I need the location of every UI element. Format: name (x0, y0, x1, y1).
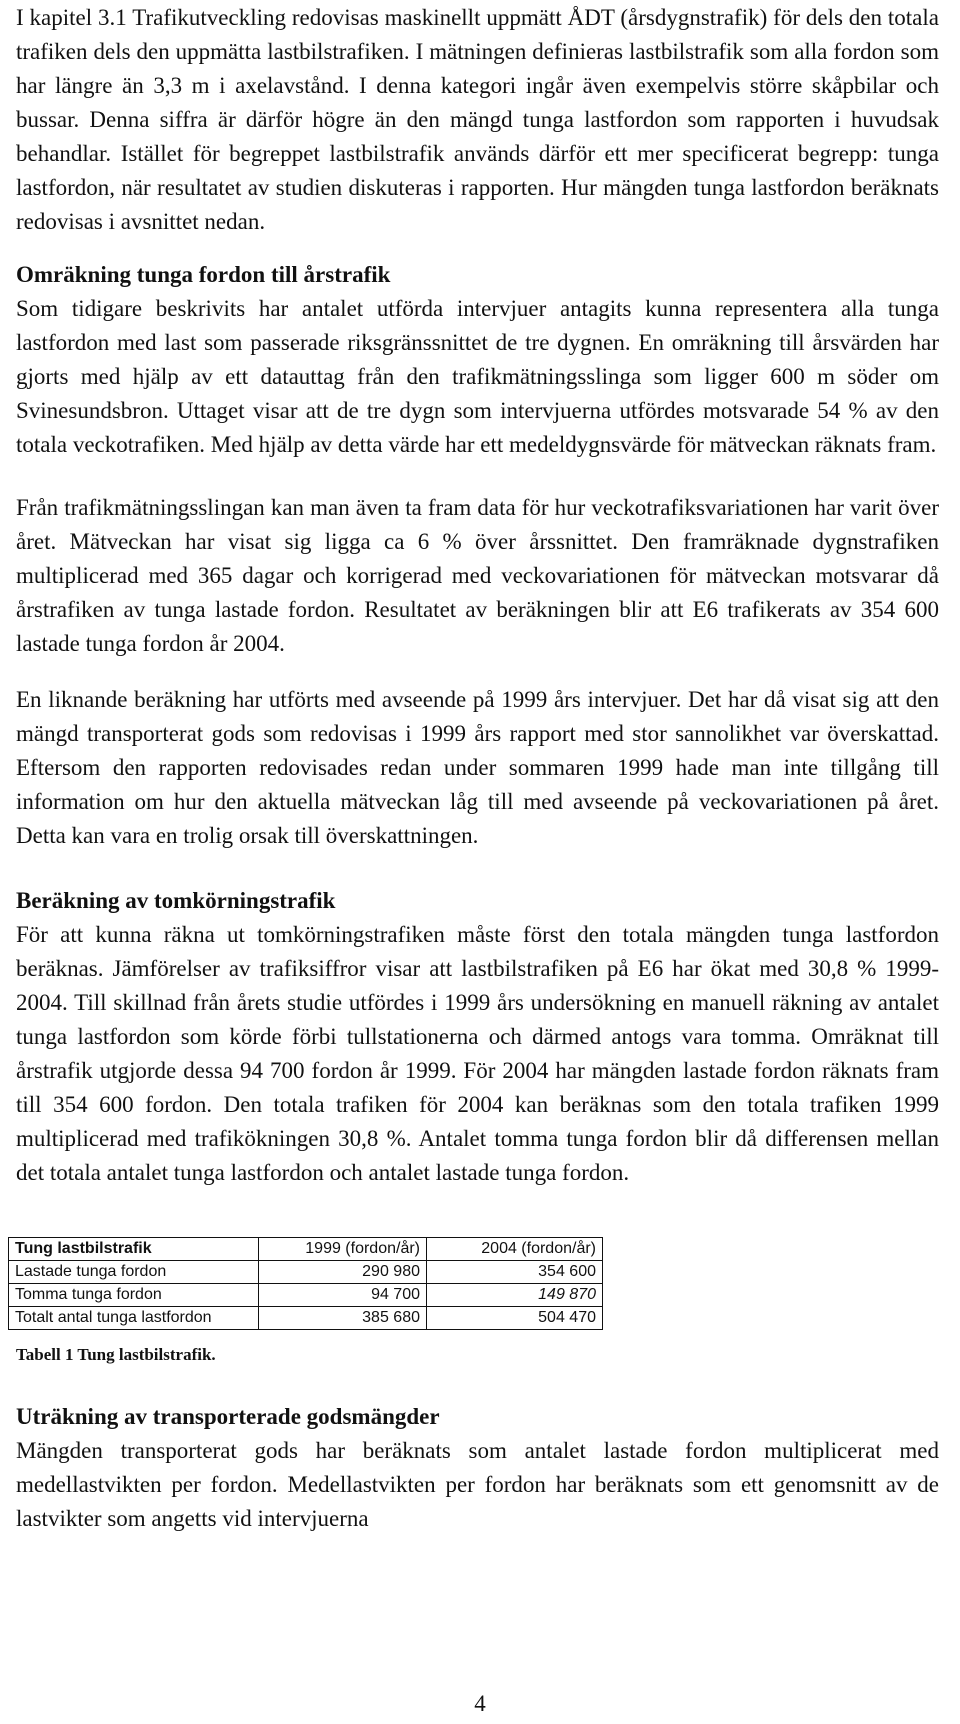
page-number: 4 (474, 1691, 486, 1716)
paragraph-annual-conversion: Som tidigare beskrivits har antalet utförda intervjuer antagits kunna representera alla tunga lastfordon med last som passerade riksgränssnittet de tre dygnen. En omräkning till årsvärden har gjorts med hjälp av ett datauttag från den trafikmätningsslinga som ligger 600 m söder om Svinesundsbron. Uttaget visar att de tre dygn som intervjuerna utfördes motsvarade 54 % av den totala veckotrafiken. Med hjälp av detta värde har ett medeldygnsvärde för mätveckan räknats fram. (16, 296, 939, 457)
table-caption: Tabell 1 Tung lastbilstrafik. (16, 1345, 216, 1364)
heading-annual-conversion: Omräkning tunga fordon till årstrafik (16, 262, 391, 287)
heading-goods-volumes: Uträkning av transporterade godsmängder (16, 1404, 440, 1429)
heavy-truck-traffic-table (8, 1237, 603, 1330)
table-cell: 94 700 (259, 1284, 427, 1307)
table-header-cell: Tung lastbilstrafik (9, 1238, 259, 1261)
table-cell: 290 980 (259, 1261, 427, 1284)
paragraph-traffic-intro: I kapitel 3.1 Trafikutveckling redovisas maskinellt uppmätt ÅDT (årsdygnstrafik) för dels den totala trafiken dels den uppmätta lastbilstrafiken. I mätningen definieras lastbilstrafik som alla fordon som har längre än 3,3 m i axelavstånd. I denna kategori ingår även exempelvis större skåpbilar och bussar. Denna siffra är därför högre än den mängd tunga lastfordon som rapporten i huvudsak behandlar. Istället för begreppet lastbilstrafik används därför ett mer specificerat begrepp: tunga lastfordon, när resultatet av studien diskuteras i rapporten. Hur mängden tunga lastfordon beräknats redovisas i avsnittet nedan. (16, 5, 939, 234)
table-cell: Totalt antal tunga lastfordon (9, 1307, 259, 1330)
table-cell: 354 600 (427, 1261, 603, 1284)
paragraph-goods-volumes: Mängden transporterat gods har beräknats som antalet lastade fordon multiplicerat med medellastvikten per fordon. Medellastvikten per fordon har beräknats som ett genomsnitt av de lastvikter som angetts vid intervjuerna (16, 1438, 939, 1531)
table-header-row (9, 1238, 603, 1261)
table-cell: 149 870 (427, 1284, 603, 1307)
table-header-cell: 2004 (fordon/år) (427, 1238, 603, 1261)
table-cell: Lastade tunga fordon (9, 1261, 259, 1284)
table-row (9, 1284, 603, 1307)
paragraph-1999-comparison: En liknande beräkning har utförts med avseende på 1999 års intervjuer. Det har då visat sig att den mängd transporterat gods som redovisas i 1999 års rapport med stor sannolikhet var överskattad. Eftersom den rapporten redovisades redan under sommaren 1999 hade man inte tillgång till information om hur den aktuella mätveckan låg till med avseende på veckovariationen på året. Detta kan vara en trolig orsak till överskattningen. (16, 687, 939, 848)
table-cell: 504 470 (427, 1307, 603, 1330)
paragraph-empty-trips: För att kunna räkna ut tomkörningstrafiken måste först den totala mängden tunga lastfordon beräknas. Jämförelser av trafiksiffror visar att lastbilstrafiken på E6 har ökat med 30,8 % 1999-2004. Till skillnad från årets studie utfördes i 1999 års undersökning en manuell räkning av antalet tunga lastfordon som körde förbi tullstationerna och därmed antogs vara tomma. Omräknat till årstrafik utgjorde dessa 94 700 fordon år 1999. För 2004 har mängden lastade fordon räknats fram till 354 600 fordon. Den totala trafiken för 2004 kan beräknas som den totala trafiken 1999 multiplicerad med trafikökningen 30,8 %. Antalet tomma tunga fordon blir då differensen mellan det totala antalet tunga lastfordon och antalet lastade tunga fordon. (16, 922, 939, 1185)
paragraph-weekly-variation: Från trafikmätningsslingan kan man även ta fram data för hur veckotrafiksvariationen har varit över året. Mätveckan har visat sig ligga ca 6 % över årssnittet. Den framräknade dygnstrafiken multiplicerad med 365 dagar och korrigerad med veckovariationen för mätveckan motsvarar då årstrafiken av tunga lastade fordon. Resultatet av beräkningen blir att E6 trafikerats av 354 600 lastade tunga fordon år 2004. (16, 495, 939, 656)
table-cell: Tomma tunga fordon (9, 1284, 259, 1307)
heading-empty-trips: Beräkning av tomkörningstrafik (16, 888, 336, 913)
table-header-cell: 1999 (fordon/år) (259, 1238, 427, 1261)
table-cell: 385 680 (259, 1307, 427, 1330)
table-row (9, 1307, 603, 1330)
table-row (9, 1261, 603, 1284)
